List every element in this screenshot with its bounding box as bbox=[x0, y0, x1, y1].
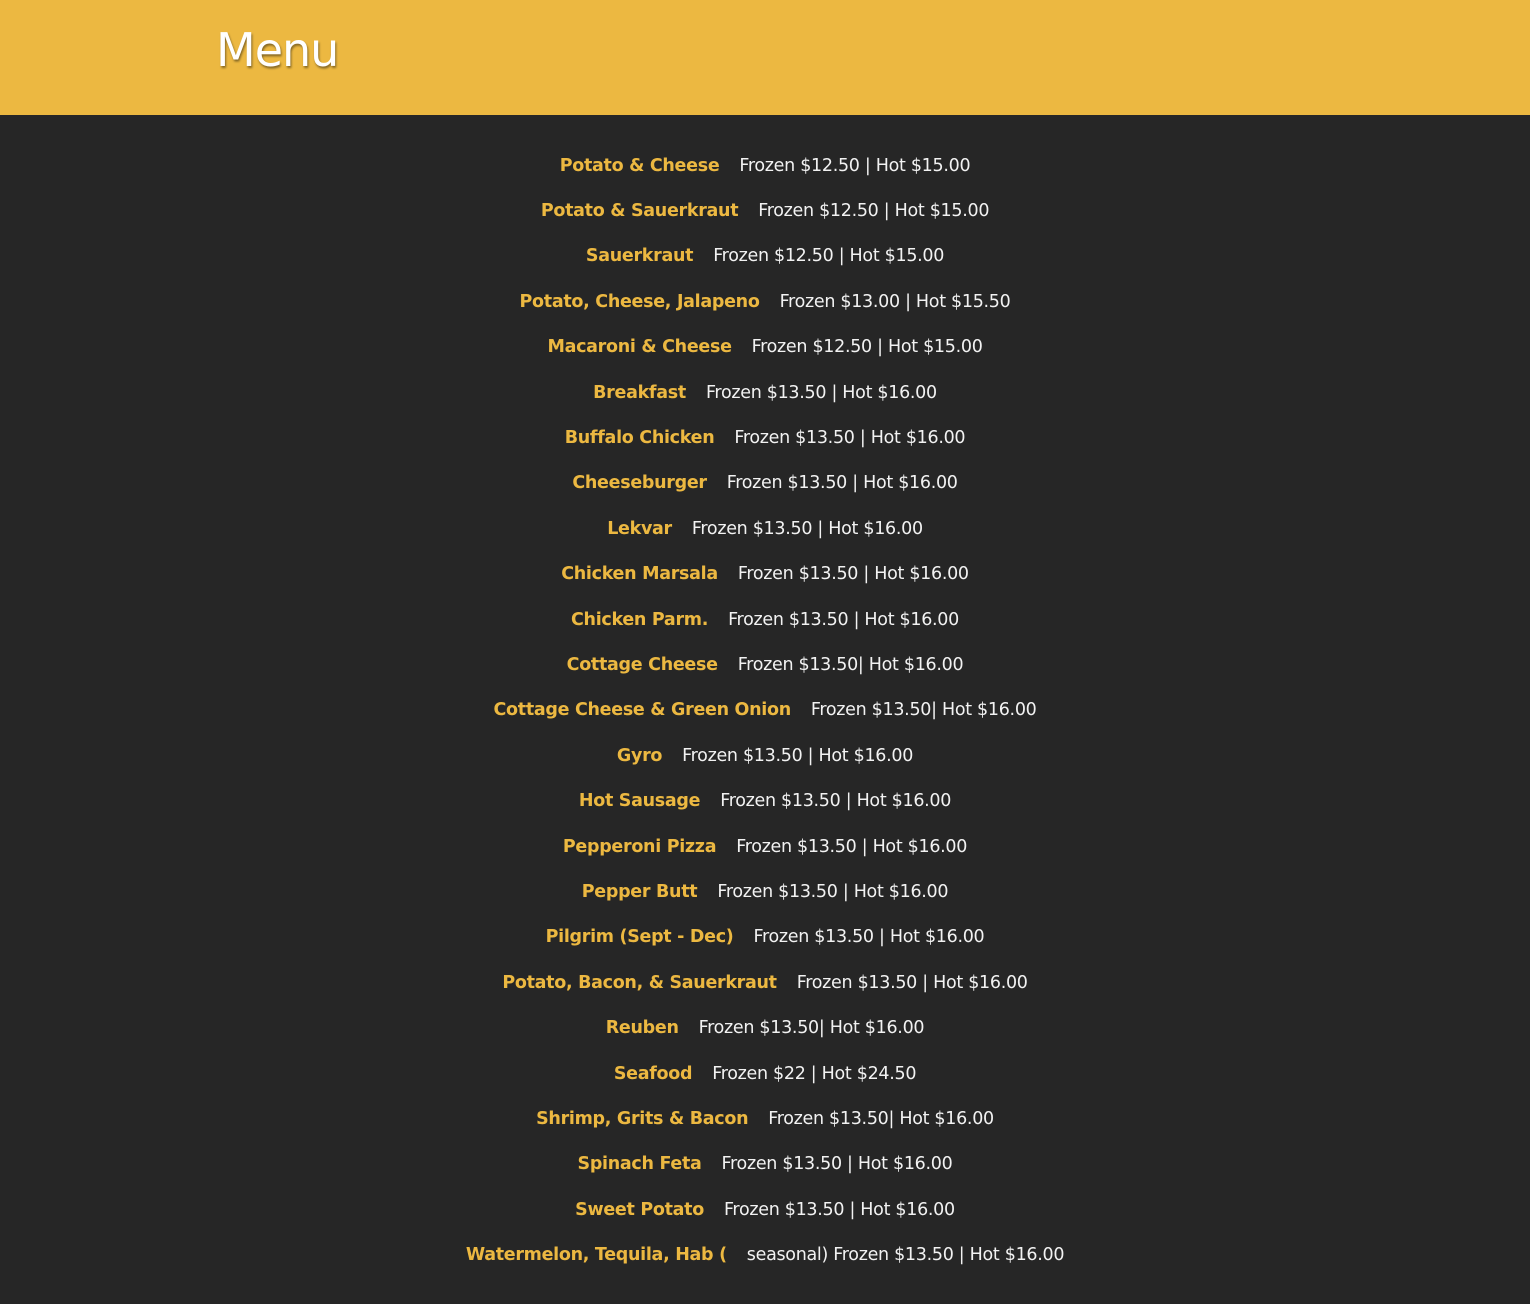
menu-item-name: Potato & Cheese bbox=[559, 155, 720, 176]
menu-item-price: Frozen $13.50 | Hot $16.00 bbox=[737, 564, 969, 585]
menu-item-name: Reuben bbox=[605, 1018, 679, 1039]
menu-item bbox=[0, 188, 1530, 233]
page-header bbox=[0, 0, 1530, 115]
menu-item bbox=[0, 824, 1530, 869]
menu-item bbox=[0, 552, 1530, 597]
menu-item-price: Frozen $13.50 | Hot $16.00 bbox=[717, 881, 949, 902]
menu-item-name: Spinach Feta bbox=[577, 1154, 702, 1175]
menu-item bbox=[0, 325, 1530, 370]
menu-item bbox=[0, 960, 1530, 1005]
menu-item bbox=[0, 370, 1530, 415]
menu-list bbox=[0, 143, 1530, 1278]
menu-item-price: Frozen $12.50 | Hot $15.00 bbox=[739, 155, 971, 176]
menu-item-price: Frozen $13.50 | Hot $16.00 bbox=[720, 791, 952, 812]
menu-item-price: Frozen $12.50 | Hot $15.00 bbox=[751, 337, 983, 358]
menu-item-price: Frozen $13.50 | Hot $16.00 bbox=[723, 1199, 955, 1220]
menu-item-price: Frozen $13.50 | Hot $16.00 bbox=[734, 428, 966, 449]
menu-item-name: Watermelon, Tequila, Hab ( bbox=[465, 1245, 727, 1266]
menu-item-price: Frozen $12.50 | Hot $15.00 bbox=[758, 201, 990, 222]
menu-item-name: Potato & Sauerkraut bbox=[540, 201, 739, 222]
menu-item-name: Lekvar bbox=[607, 518, 672, 539]
menu-item bbox=[0, 869, 1530, 914]
menu-item-name: Shrimp, Grits & Bacon bbox=[536, 1108, 749, 1129]
menu-item-price: Frozen $13.50 | Hot $16.00 bbox=[682, 745, 914, 766]
menu-item bbox=[0, 506, 1530, 551]
menu-item-name: Buffalo Chicken bbox=[564, 428, 715, 449]
menu-item-price: Frozen $12.50 | Hot $15.00 bbox=[713, 246, 945, 267]
menu-item-name: Gyro bbox=[616, 745, 663, 766]
menu-item bbox=[0, 915, 1530, 960]
menu-item-name: Macaroni & Cheese bbox=[547, 337, 732, 358]
menu-item-name: Chicken Marsala bbox=[561, 564, 718, 585]
menu-item bbox=[0, 461, 1530, 506]
menu-item-price: Frozen $13.50| Hot $16.00 bbox=[768, 1108, 994, 1129]
menu-item-price: Frozen $13.50 | Hot $16.00 bbox=[728, 609, 959, 630]
menu-item bbox=[0, 143, 1530, 188]
menu-item bbox=[0, 642, 1530, 687]
menu-item bbox=[0, 234, 1530, 279]
menu-item bbox=[0, 688, 1530, 733]
menu-item-price: Frozen $13.50 | Hot $16.00 bbox=[736, 836, 968, 857]
menu-item-name: Sauerkraut bbox=[585, 246, 694, 267]
menu-item-name: Sweet Potato bbox=[575, 1199, 704, 1220]
menu-item-price: Frozen $13.50 | Hot $16.00 bbox=[753, 927, 985, 948]
menu-item-name: Cottage Cheese & Green Onion bbox=[493, 700, 791, 721]
menu-item-price: Frozen $13.50 | Hot $16.00 bbox=[721, 1154, 953, 1175]
menu-item-name: Cheeseburger bbox=[572, 473, 707, 494]
menu-item bbox=[0, 279, 1530, 324]
menu-item-price: Frozen $13.50 | Hot $16.00 bbox=[691, 518, 923, 539]
menu-item-price: Frozen $22 | Hot $24.50 bbox=[712, 1063, 917, 1084]
menu-item bbox=[0, 778, 1530, 823]
menu-item bbox=[0, 1232, 1530, 1277]
menu-item-name: Seafood bbox=[613, 1063, 693, 1084]
menu-item bbox=[0, 597, 1530, 642]
menu-item-name: Chicken Parm. bbox=[571, 609, 709, 630]
menu-item-price: Frozen $13.50| Hot $16.00 bbox=[698, 1018, 925, 1039]
menu-item-name: Pepper Butt bbox=[581, 881, 698, 902]
menu-item-price: Frozen $13.00 | Hot $15.50 bbox=[779, 291, 1011, 312]
menu-item-price: Frozen $13.50 | Hot $16.00 bbox=[726, 473, 958, 494]
menu-item bbox=[0, 1005, 1530, 1050]
menu-item bbox=[0, 1096, 1530, 1141]
menu-item-price: Frozen $13.50 | Hot $16.00 bbox=[796, 972, 1028, 993]
menu-item bbox=[0, 733, 1530, 778]
menu-item bbox=[0, 1187, 1530, 1232]
menu-item bbox=[0, 1051, 1530, 1096]
menu-item-name: Potato, Cheese, Jalapeno bbox=[519, 291, 760, 312]
menu-item-name: Pepperoni Pizza bbox=[562, 836, 717, 857]
page-title: Menu bbox=[216, 23, 339, 77]
menu-item-name: Pilgrim (Sept - Dec) bbox=[545, 927, 734, 948]
menu-item-name: Potato, Bacon, & Sauerkraut bbox=[502, 972, 777, 993]
menu-item-price: Frozen $13.50| Hot $16.00 bbox=[737, 654, 964, 675]
menu-item bbox=[0, 415, 1530, 460]
menu-item-name: Hot Sausage bbox=[578, 791, 701, 812]
menu-item-price: Frozen $13.50| Hot $16.00 bbox=[810, 700, 1037, 721]
menu-item-price: seasonal) Frozen $13.50 | Hot $16.00 bbox=[746, 1245, 1065, 1266]
menu-item bbox=[0, 1142, 1530, 1187]
menu-item-price: Frozen $13.50 | Hot $16.00 bbox=[705, 382, 937, 403]
menu-item-name: Breakfast bbox=[593, 382, 686, 403]
menu-item-name: Cottage Cheese bbox=[566, 654, 718, 675]
